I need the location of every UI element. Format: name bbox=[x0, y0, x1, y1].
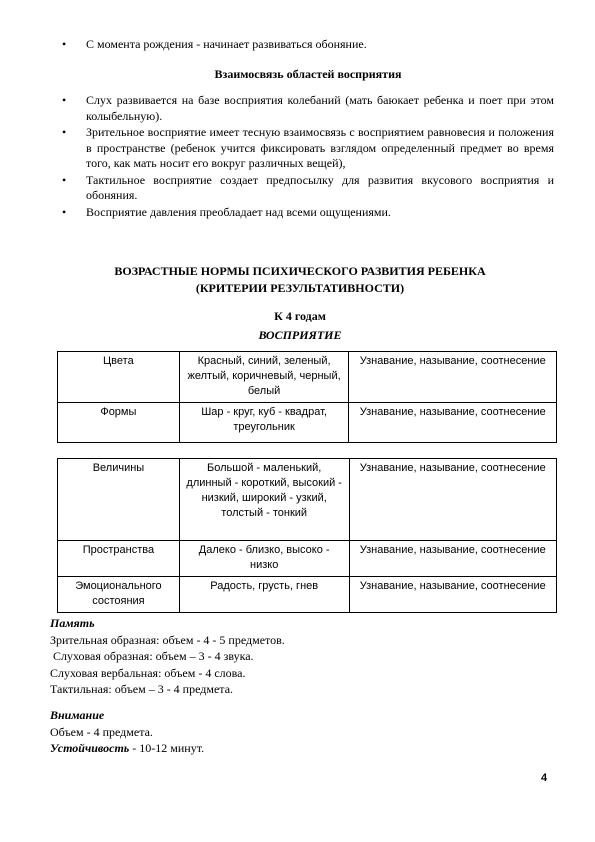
bullet-text: Зрительное восприятие имеет тесную взаимосвязь с восприятием равновесия и положения в пространстве (ребенок учится фиксировать взглядом определенный предмет во время того, как мать носит его вокруг различных вещей), bbox=[86, 125, 554, 170]
table-cell: Формы bbox=[58, 403, 180, 443]
memory-line: Слуховая вербальная: объем - 4 слова. bbox=[50, 665, 246, 680]
bullet-item bbox=[62, 37, 554, 53]
perception-table-2 bbox=[57, 458, 557, 613]
table-row bbox=[58, 403, 557, 443]
memory-heading: Память bbox=[50, 616, 95, 630]
bullet-marker: • bbox=[62, 204, 67, 219]
bullet-list bbox=[62, 93, 554, 221]
attention-section bbox=[50, 707, 204, 757]
table-cell: Эмоционального состояния bbox=[58, 577, 180, 613]
bullet-item bbox=[62, 173, 554, 204]
bullet-item bbox=[62, 125, 554, 172]
table-cell: Радость, грусть, гнев bbox=[179, 577, 349, 613]
age-heading: К 4 годам bbox=[274, 309, 326, 323]
bullet-text: Восприятие давления преобладает над всеми ощущениями. bbox=[86, 204, 391, 219]
table-cell: Большой - маленький, длинный - короткий, высокий - низкий, широкий - узкий, толстый - тонкий bbox=[179, 459, 349, 541]
memory-line: Слуховая образная: объем – 3 - 4 звука. bbox=[50, 649, 254, 663]
table-cell: Шар - круг, куб - квадрат, треугольник bbox=[179, 403, 349, 443]
table-row bbox=[58, 459, 557, 541]
bullet-marker: • bbox=[62, 93, 67, 107]
memory-section bbox=[50, 615, 285, 698]
table-cell: Красный, синий, зеленый, желтый, коричневый, черный, белый bbox=[179, 352, 349, 403]
table-cell: Узнавание, называние, соотнесение bbox=[349, 403, 557, 443]
table-row bbox=[58, 541, 557, 577]
attention-stability bbox=[50, 740, 204, 757]
table-cell: Пространства bbox=[58, 541, 180, 577]
perception-table-1 bbox=[57, 351, 557, 443]
bullet-text: С момента рождения - начинает развиваться обоняние. bbox=[86, 37, 367, 51]
bullet-marker: • bbox=[62, 172, 67, 187]
table-cell: Величины bbox=[58, 459, 180, 541]
bullet-marker: • bbox=[62, 37, 67, 51]
table-cell: Узнавание, называние, соотнесение bbox=[349, 459, 557, 541]
top-bullet-list bbox=[62, 37, 554, 54]
bullet-item bbox=[62, 93, 554, 124]
memory-line: Зрительная образная: объем - 4 - 5 предметов. bbox=[50, 632, 285, 647]
table-cell: Далеко - близко, высоко - низко bbox=[179, 541, 349, 577]
document-title bbox=[50, 263, 550, 297]
bullet-text: Слух развивается на базе восприятия колебаний (мать баюкает ребенка и поет при этом колыбельную). bbox=[86, 93, 554, 123]
bullet-text: Тактильное восприятие создает предпосылку для развития вкусового восприятия и обоняния. bbox=[86, 172, 554, 202]
page-number: 4 bbox=[541, 772, 548, 784]
stability-value: - 10-12 минут. bbox=[129, 741, 205, 755]
table-cell: Цвета bbox=[58, 352, 180, 403]
table-row bbox=[58, 352, 557, 403]
title-line-2: (КРИТЕРИИ РЕЗУЛЬТАТИВНОСТИ) bbox=[195, 281, 405, 295]
bullet-item bbox=[62, 205, 554, 221]
attention-volume: Объем - 4 предмета. bbox=[50, 724, 153, 739]
title-line-1: ВОЗРАСТНЫЕ НОРМЫ ПСИХИЧЕСКОГО РАЗВИТИЯ РЕБЕНКА bbox=[114, 264, 486, 278]
attention-heading: Внимание bbox=[50, 708, 105, 722]
table-cell: Узнавание, называние, соотнесение bbox=[349, 541, 557, 577]
memory-line: Тактильная: объем – 3 - 4 предмета. bbox=[50, 682, 234, 696]
table-row bbox=[58, 577, 557, 613]
perception-heading: ВОСПРИЯТИЕ bbox=[258, 328, 342, 342]
table-cell: Узнавание, называние, соотнесение bbox=[349, 577, 557, 613]
table-cell: Узнавание, называние, соотнесение bbox=[349, 352, 557, 403]
section-heading: Взаимосвязь областей восприятия bbox=[214, 67, 402, 81]
stability-label: Устойчивость bbox=[50, 741, 130, 755]
bullet-marker: • bbox=[62, 125, 67, 139]
